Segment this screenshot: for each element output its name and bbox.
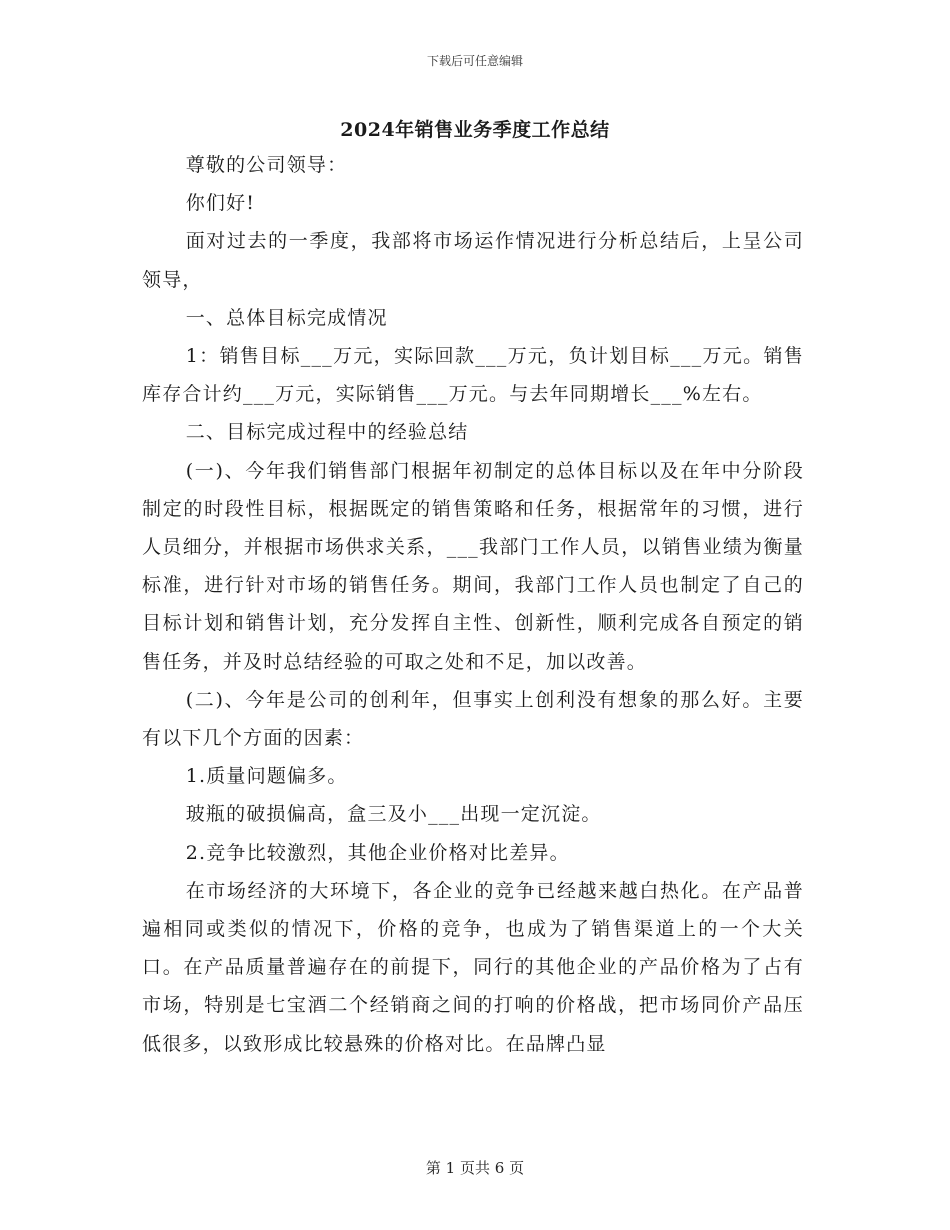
- factor-detail-1: 玻瓶的破损偏高，盒三及小___出现一定沉淀。: [185, 803, 602, 826]
- greeting: 你们好!: [185, 192, 256, 215]
- factor-heading-1: 1.质量问题偏多。: [185, 765, 348, 788]
- section-heading-2: 二、目标完成过程中的经验总结: [185, 421, 469, 444]
- document-title: 2024年销售业务季度工作总结: [340, 119, 610, 141]
- experience-paragraph-1: (一)、今年我们销售部门根据年初制定的总体目标以及在年中分阶段制定的时段性目标，根据既定的销售策略和任务，根据常年的习惯，进行人员细分，并根据市场供求关系，___我部门工作人员，以销售业绩为衡量标准，进行针对市场的销售任务。期间，我部门工作人员也制定了自己的目标计划和销售计划，充分发挥自主性、创新性，顺利完成各自预定的销售任务，并及时总结经验的可取之处和不足，加以改善。: [142, 459, 804, 673]
- intro-paragraph: 面对过去的一季度，我部将市场运作情况进行分析总结后，上呈公司领导，: [142, 230, 804, 291]
- page-header: 下载后可任意编辑: [426, 54, 523, 68]
- market-paragraph: 在市场经济的大环境下，各企业的竞争已经越来越白热化。在产品普遍相同或类似的情况下，价格的竞争，也成为了销售渠道上的一个大关口。在产品质量普遍存在的前提下，同行的其他企业的产品价格为了占有市场，特别是七宝酒二个经销商之间的打响的价格战，把市场同价产品压低很多，以致形成比较悬殊的价格对比。在品牌凸显: [142, 879, 804, 1055]
- document-body: [142, 146, 804, 1063]
- factor-heading-2: 2.竞争比较激烈，其他企业价格对比差异。: [185, 841, 570, 864]
- page-footer: 第 1 页共 6 页: [425, 1159, 525, 1177]
- experience-paragraph-2: (二)、今年是公司的创利年，但事实上创利没有想象的那么好。主要有以下几个方面的因素：: [142, 688, 804, 750]
- salutation: 尊敬的公司领导：: [185, 154, 348, 176]
- section-heading-1: 一、总体目标完成情况: [185, 306, 388, 329]
- targets-paragraph: 1：销售目标___万元，实际回款___万元，负计划目标___万元。销售库存合计约___万元，实际销售___万元。与去年同期增长___%左右。: [142, 345, 804, 406]
